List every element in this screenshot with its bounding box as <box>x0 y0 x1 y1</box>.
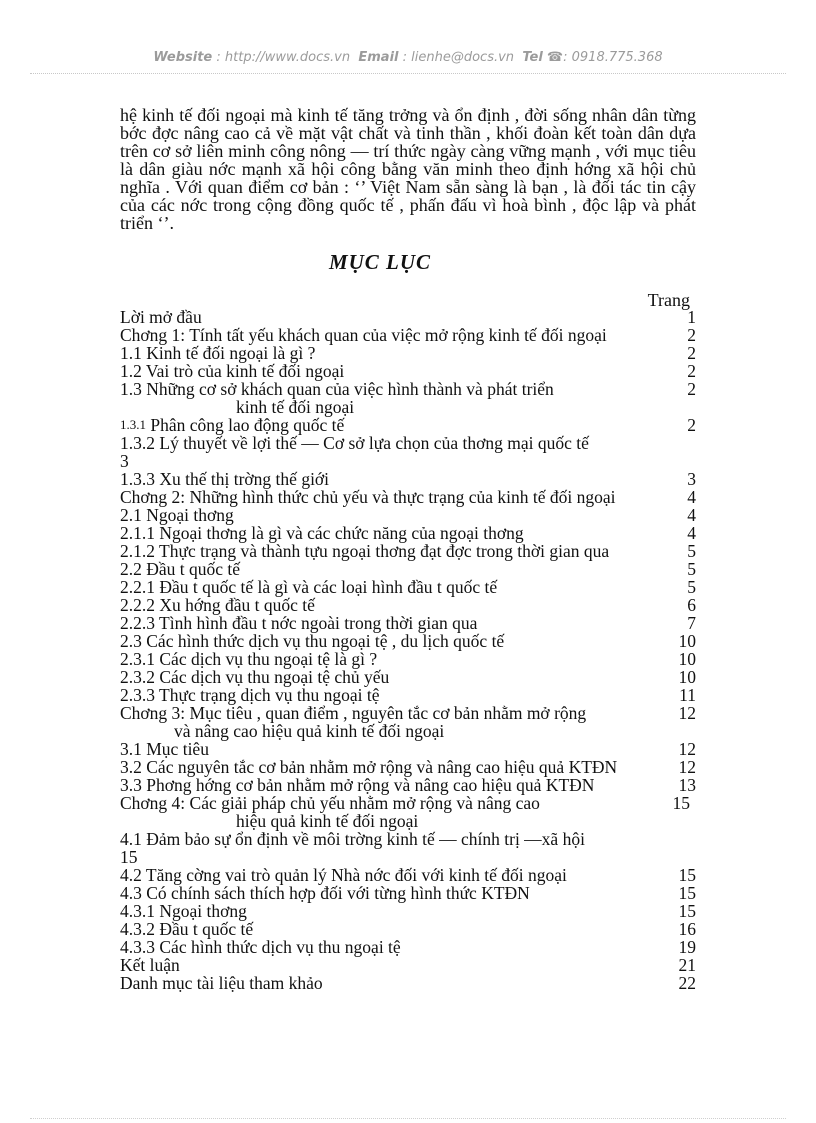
toc-entry: 4.3 Có chính sách thích hợp đối với từng hình thức KTĐN 15 <box>120 883 696 903</box>
intro-paragraph: hệ kinh tế đối ngoại mà kinh tế tăng trởng và ổn định , đời sống nhân dân từng bớc đợc nâng cao cả về mặt vật chất và tinh thần , khối đoàn kết toàn dân dựa trên cơ sở liên minh công nông — trí thức ngày càng vững mạnh , với mục tiêu là dân giàu nớc mạnh xã hội công bằng văn minh theo định hớng xã hội chủ nghĩa . Với quan điểm cơ bản : ‘’ Việt Nam sẵn sàng là bạn , là đối tác tin cậy của các nớc trong cộng đồng quốc tế , phấn đấu vì hoà bình , độc lập và phát triển ‘’. <box>120 105 696 233</box>
toc-entry: 2.3.1 Các dịch vụ thu ngoại tệ là gì ? 10 <box>120 649 696 669</box>
toc-entry: 2.2.1 Đầu t quốc tế là gì và các loại hình đầu t quốc tế 5 <box>120 577 696 597</box>
toc-page-header: Trang <box>647 290 690 310</box>
toc-entry: 4.3.2 Đầu t quốc tế 16 <box>120 919 696 939</box>
toc-entry: và nâng cao hiệu quả kinh tế đối ngoại <box>174 721 445 741</box>
toc-entry: 2.2.3 Tình hình đầu t nớc ngoài trong thời gian qua 7 <box>120 613 696 633</box>
toc-entry: 2.3 Các hình thức dịch vụ thu ngoại tệ , du lịch quốc tế 10 <box>120 631 696 651</box>
toc-entry: 2.1 Ngoại thơng 4 <box>120 505 696 525</box>
header-divider <box>30 73 786 74</box>
toc-entry: 2.3.3 Thực trạng dịch vụ thu ngoại tệ 11 <box>120 685 696 705</box>
website-value: : http://www.docs.vn <box>216 50 351 65</box>
toc-entry: 2.1.2 Thực trạng và thành tựu ngoại thơng đạt đợc trong thời gian qua 5 <box>120 541 696 561</box>
toc-entry: 3 <box>120 451 129 471</box>
page-header <box>0 50 816 65</box>
toc-entry: Chơng 3: Mục tiêu , quan điểm , nguyên tắc cơ bản nhằm mở rộng 12 <box>120 703 696 723</box>
toc-entry: 1.3 Những cơ sở khách quan của việc hình thành và phát triển 2 <box>120 379 696 399</box>
toc-entry: Chơng 2: Những hình thức chủ yếu và thực trạng của kinh tế đối ngoại 4 <box>120 487 696 507</box>
website-label: Website <box>153 50 213 65</box>
toc-entry: 15 <box>120 847 138 867</box>
tel-value: : 0918.775.368 <box>563 50 663 65</box>
toc-entry: 4.3.3 Các hình thức dịch vụ thu ngoại tệ 19 <box>120 937 696 957</box>
toc-entry: 2.2.2 Xu hớng đầu t quốc tế 6 <box>120 595 696 615</box>
toc-entry: 4.1 Đảm bảo sự ổn định về môi trờng kinh tế — chính trị —xã hội <box>120 829 585 849</box>
toc-entry: Kết luận 21 <box>120 955 696 975</box>
toc-entry: hiệu quả kinh tế đối ngoại <box>236 811 419 831</box>
toc-entry: kinh tế đối ngoại <box>236 397 355 417</box>
toc-entry: 2.2 Đầu t quốc tế 5 <box>120 559 696 579</box>
phone-icon: ☎ <box>546 50 564 65</box>
toc-entry: 2.3.2 Các dịch vụ thu ngoại tệ chủ yếu 10 <box>120 667 696 687</box>
toc-entry: Danh mục tài liệu tham khảo 22 <box>120 973 696 993</box>
table-of-contents <box>120 308 696 992</box>
tel-label: Tel <box>522 50 543 65</box>
email-label: Email <box>358 50 399 65</box>
toc-title: MỤC LỤC <box>328 250 432 274</box>
toc-entry: 4.3.1 Ngoại thơng 15 <box>120 901 696 921</box>
toc-entry: Chơng 1: Tính tất yếu khách quan của việc mở rộng kinh tế đối ngoại 2 <box>120 325 696 345</box>
toc-entry: 4.2 Tăng cờng vai trò quản lý Nhà nớc đối với kinh tế đối ngoại 15 <box>120 865 696 885</box>
toc-entry: 1.2 Vai trò của kinh tế đối ngoại 2 <box>120 361 696 381</box>
toc-entry: Chơng 4: Các giải pháp chủ yếu nhằm mở rộng và nâng cao 15 <box>120 793 690 813</box>
toc-entry: 3.1 Mục tiêu 12 <box>120 739 696 759</box>
footer-divider <box>30 1118 786 1119</box>
toc-entry: 3.3 Phơng hớng cơ bản nhằm mở rộng và nâng cao hiệu quả KTĐN 13 <box>120 775 696 795</box>
toc-entry: Lời mở đầu 1 <box>120 307 696 327</box>
toc-entry: 1.3.2 Lý thuyết về lợi thế — Cơ sở lựa chọn của thơng mại quốc tế <box>120 433 589 453</box>
email-value: : lienhe@docs.vn <box>402 50 515 65</box>
toc-entry: 1.3.3 Xu thế thị trờng thế giới 3 <box>120 469 696 489</box>
toc-entry: 1.3.1 Phân công lao động quốc tế 2 <box>120 415 696 435</box>
toc-entry: 2.1.1 Ngoại thơng là gì và các chức năng của ngoại thơng 4 <box>120 523 696 543</box>
toc-entry: 1.1 Kinh tế đối ngoại là gì ? 2 <box>120 343 696 363</box>
toc-entry: 3.2 Các nguyên tắc cơ bản nhằm mở rộng và nâng cao hiệu quả KTĐN 12 <box>120 757 696 777</box>
